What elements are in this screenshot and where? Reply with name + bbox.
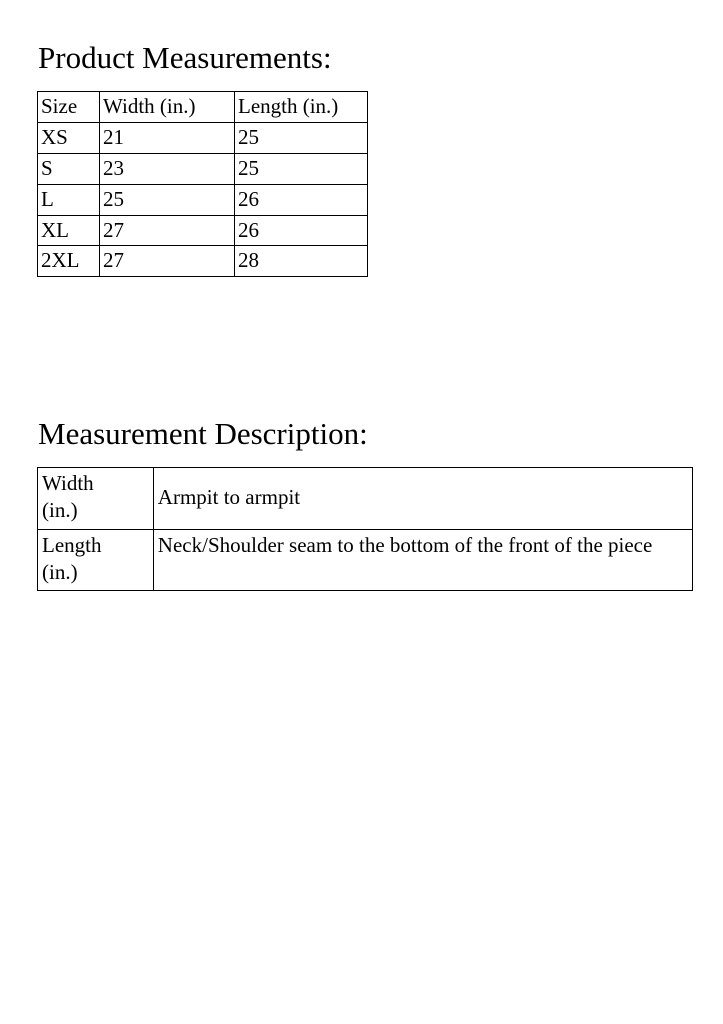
cell-measure-label xyxy=(38,529,154,591)
column-header-size: Size xyxy=(38,92,100,123)
cell-measure-description: Armpit to armpit xyxy=(153,468,692,530)
column-header-length: Length (in.) xyxy=(235,92,368,123)
label-line-2: (in.) xyxy=(42,498,78,523)
cell-measure-label xyxy=(38,468,154,530)
measurement-description-table xyxy=(37,467,693,591)
cell-length: 28 xyxy=(235,246,368,277)
table-row xyxy=(38,122,368,153)
cell-measure-description: Neck/Shoulder seam to the bottom of the front of the piece xyxy=(153,529,692,591)
table-row xyxy=(38,468,693,530)
cell-size: L xyxy=(38,184,100,215)
cell-width: 27 xyxy=(100,246,235,277)
cell-length: 26 xyxy=(235,184,368,215)
table-row xyxy=(38,215,368,246)
label-line-2: (in.) xyxy=(42,559,78,584)
cell-size: 2XL xyxy=(38,246,100,277)
product-measurements-heading: Product Measurements: xyxy=(38,40,332,75)
cell-width: 27 xyxy=(100,215,235,246)
cell-width: 25 xyxy=(100,184,235,215)
table-row xyxy=(38,529,693,591)
cell-size: S xyxy=(38,153,100,184)
cell-width: 21 xyxy=(100,122,235,153)
table-row xyxy=(38,184,368,215)
cell-length: 25 xyxy=(235,153,368,184)
table-row xyxy=(38,153,368,184)
cell-length: 25 xyxy=(235,122,368,153)
cell-size: XS xyxy=(38,122,100,153)
label-line-1: Length xyxy=(42,532,102,557)
column-header-width: Width (in.) xyxy=(100,92,235,123)
cell-length: 26 xyxy=(235,215,368,246)
measurement-description-heading: Measurement Description: xyxy=(38,416,368,451)
label-line-1: Width xyxy=(42,471,94,495)
cell-width: 23 xyxy=(100,153,235,184)
table-row xyxy=(38,246,368,277)
cell-size: XL xyxy=(38,215,100,246)
table-header-row xyxy=(38,92,368,123)
product-measurements-table xyxy=(37,91,368,277)
